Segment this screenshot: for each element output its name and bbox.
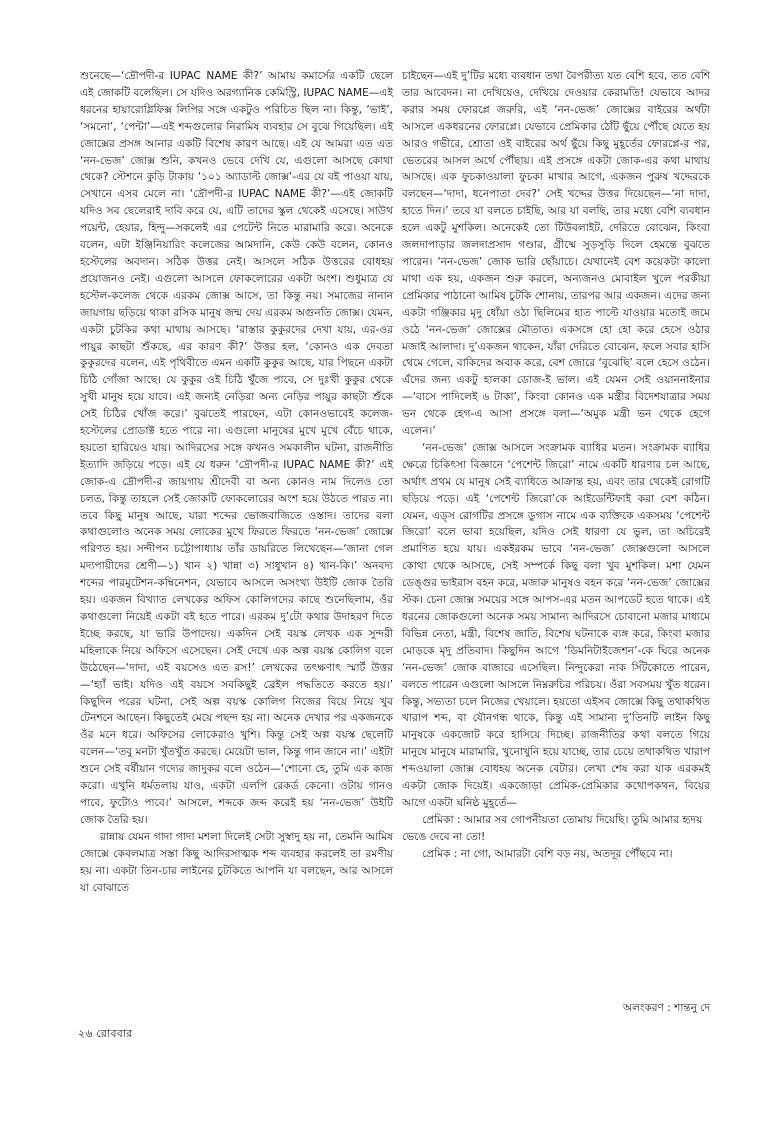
paragraph: ‘নন-ভেজ’ জোক্স আসলে সংক্রামক ব্যাধির মতন। সংক্রামক ব্যাধির ক্ষেত্রে চিকিৎসা বিজ্ঞানে ‘পেশেন্ট জিরো’ নামে একটি ধারণার চল আছে, অর্থাৎ প্রথম যে মানুষ সেই ব্যাধিতে আক্রান্ত হয়, এবং তার থেকেই রোগটি ছড়িয়ে পড়ে। এই ‘পেশেন্ট জিরো’কে আইডেন্টিফাই করা বেশ কঠিন। যেমন, এড্‌স রোগটির প্রসঙ্গে ডুগাস নামে এক ব্যক্তিকে একসময় ‘পেশেন্ট জিরো’ বলে ভাবা হয়েছিল, যদিও সেই ধারণা যে ভুল, তা অচিরেই প্রমাণিত হয়ে যায়। একইরকম ভাবে ‘নন-ভেজ’ জোক্সগুলো আসলে কোথা থেকে আসছে, সেই সম্পর্কে কিছু বলা খুব মুশকিল। মশা যেমন ডেঙ্গুর ভাইরাস বহন করে, মজারু মানুষও বহন করে ‘নন-ভেজ’ জোক্সের স্টক। চেনা জোক্স সময়ের সঙ্গে আপস-এর মতন আপডেট হতে থাকে। এই ধরনের জোকগুলো অনেক সময় সামান্য আদিরসে চোবানো মজার মাধ্যমে বিভিন্ন নেতা, মন্ত্রী, বিশেষ জাতি, বিশেষ ঘটনাকে ব্যঙ্গ করে, কিংবা মজার মোড়কে মৃদু প্রতিবাদ। কিছুদিন আগে ‘ডিমনিটাইজেশন’-কে ঘিরে অনেক ‘নন-ভেজ’ জোক বাজারে এসেছিল। নিন্দুকেরা নাক সিঁটকোতে পারেন, বলতে পারেন এগুলো আসলে নিম্নরুচির পরিচয়। ওঁরা সবসময় খুঁত ধরেন। কিন্তু, সভ্যতা চলে নিজের খেয়ালে। হয়তো এইসব জোক্সে কিছু তথাকথিত খারাপ শব্দ, বা যৌনগন্ধ থাকে, কিন্তু এই সামান্য দু’তিনটি লাইন কিছু মানুষকে একজোট করে হাসিয়ে দিচ্ছে। রাজনীতির কথা বলতে গিয়ে মানুষে মানুষে মারামারি, খুনোখুনি হয়ে যাচ্ছে, তার চেয়ে তথাকথিত খারাপ শব্দওয়ালা জোক্স বোধহয় অনেক বেটার। লেখা শেষ করা যাক এরকমই একটা জোক দিয়েই। একজোড়া প্রেমিক-প্রেমিকার কথোপকথন, বিয়ের আগে একটা ঘনিষ্ঠ মুহূর্তে— — [402, 441, 710, 809]
paragraph: শুনেছে—‘দ্রৌপদী-র IUPAC NAME কী?’ আমায় কমার্সের একটি ছেলে এই জোকটি বলেছিল। সে যদিও অরগ্যানিক কেমিস্ট্রি, IUPAC NAME—এই ধরনের হায়ারোগ্লিফিক্স লিপির সঙ্গে একটুও পরিচিত ছিল না। কিন্তু, ‘ভাই’, ‘সমনো’, ‘পেন্টা’—এই শব্দগুলোর নিরামিষ ব্যবহার সে বুঝে গিয়েছিল। এই জোক্সের প্রসঙ্গ আনার একটি বিশেষ কারণ আছে। এই যে আমরা এত এত ‘নন-ভেজ’ জোক্স শুনি, কখনও ভেবে দেখি যে, এগুলো আসছে কোথা থেকে? স্টেশনে কুড়ি টাকায় ‘১০১ অ্যাডাল্ট জোক্স’-এর যে বই পাওয়া যায়, সেখানে এসব মেলে না। ‘দ্রৌপদী-র IUPAC NAME কী?’—এই জোকটি যদিও সব ছেলেরাই দাবি করে যে, এটি তাদের স্কুল থেকেই এসেছে। সাউথ পয়েন্ট, হেয়ার, হিন্দু—সকলেই এর পেটেন্ট নিতে মারামারি করে। অনেকে বলেন, এটা ইঞ্জিনিয়ারিং কলেজের আমদানি, কেউ কেউ বলেন, কোনও হস্টেলের অবদান। সঠিক উত্তর নেই। আসলে সঠিক উত্তরের বোধহয় প্রয়োজনও নেই। এগুলো আসলে ফোকলোরের একটা অংশ। শুধুমাত্র যে হস্টেল-কলেজ থেকে এরকম জোক্স আসে, তা কিন্তু নয়। সমাজের নানান জায়গায় ছড়িয়ে থাকা রসিক মানুষ জন্ম দেয় এরকম অগুনতি জোক্স। যেমন, একটা চুটকির কথা মাথায় আসছে। ‘রাস্তার কুকুরদের দেখা যায়, এর-ওর পায়ুর কাছটা শুঁকছে, এর কারণ কী?’ উত্তর হল, ‘কোনও এক দেবতা কুকুরদের বলেন, এই পৃথিবীতে এমন একটি কুকুর আছে, যার পিছনে একটা চিঠি গোঁজা আছে। যে কুকুর ওই চিঠি খুঁজে পাবে, সে দুঃখী কুকুর থেকে সুখী মানুষ হয়ে যাবে। এই জন্যই নেড়িরা অন্য নেড়ির পায়ুর কাছটা শুঁকে সেই চিঠির খোঁজ করে।’ বুঝতেই পারছেন, এটা কোনওভাবেই কলেজ-হস্টেলের প্রোডাক্ট হতে পারে না। এগুলো মানুষের মুখে মুখে বেঁচে থাকে, হয়তো হারিয়েও যায়। আদিরসের সঙ্গে কখনও সমকালীন ঘটনা, রাজনীতি ইত্যাদি জড়িয়ে পড়ে। এই যে ধরুন ‘দ্রৌপদী-র IUPAC NAME কী?’ এই জোক-এ দ্রৌপদী-র জায়গায় শ্রীদেবী বা অন্য কোনও নাম দিলেও তো চলত, কিন্তু তাহলে সেই জোকটি ফোকলোরের অংশ হয়ে উঠতে পারত না। তবে কিছু মানুষ আছে, যারা শব্দের ভোজবাজিতে ওস্তাদ। তাদের বলা কথাগুলোও অনেক সময় লোকের মুখে ফিরতে ফিরতে ‘নন-ভেজ’ জোক্সে পরিণত হয়। সন্দীপন চট্টোপাধ্যায় তাঁর ডায়রিতে লিখেছেন—‘জানা গেল মদ্যপায়ীদের শ্রেণী—১) খান ২) খান্না ৩) সাধুখান ৪) খান-কি।’ অনবদ্য শব্দের পারমুটেশন-কম্বিনেশন, যেভাবে আসলে অসংখ্য উইটি জোক তৈরি হয়। একজন বিখ্যাত লেখকের অফিস কোলিগদের কাছে শুনেছিলাম, ওঁর কথাগুলো নিয়েই একটা বই হতে পারে। এরকম দু’টো কথার উদাহরণ দিতে ইচ্ছে করছে, যা ভারি উপাদেয়। একদিন সেই বয়স্ক লেখক এক সুন্দরী মহিলাকে নিয়ে অফিসে এসেছেন। সেই দেখে এক অল্প বয়স্ক কোলিগ বলে উঠেছেন—‘দাদা, এই বয়সেও এত রস!’ লেখকের তৎক্ষণাৎ স্মার্ট উত্তর—‘হ্যাঁ ভাই। যদিও এই বয়সে সবকিছুই ব্রেইল পদ্ধতিতে করতে হয়।’ কিছুদিন পরের ঘটনা, সেই অল্প বয়স্ক কোলিগ নিজের বিয়ে নিয়ে খুব টেনশনে আছেন। কিছুতেই মেয়ে পছন্দ হয় না। অনেক দেখার পর একজনকে ওঁর মনে ধরে। অফিসের লোকেরাও খুশি। কিন্তু সেই অল্প বয়স্ক ছেলেটি বলেন—‘তবু মনটা খুঁতখুঁত করছে। মেয়েটা ভাল, কিন্তু গান জানে না।’ এইটা শুনে সেই বর্ষীয়ান গদ্যের জাদুকর বলে ওঠেন—‘শোনো হে, তুমি এক কাজ করো। এখুনি ধর্মতলায় যাও, একটা এলপি রেকর্ড কেনো। ওটায় গানও পাবে, ফুটোও পাবে।’ আসলে, শব্দকে জব্দ করেই হয় ‘নন-ভেজ’ উইটি জোক তৈরি হয়। — [80, 70, 393, 826]
section-name: রোববার — [96, 1027, 133, 1040]
page-footer — [78, 1025, 132, 1044]
illustration-credit: অলংকরণ : শান্তনু দে — [623, 1002, 710, 1014]
article-column-left — [80, 68, 393, 976]
dialogue-line: প্রেমিকা : আমার সব গোপনীয়তা তোমায় দিয়েছি। তুমি আমার হৃদয় ভেঙে দেবে না তো! — [402, 813, 703, 843]
paragraph: রান্নায় যেমন গাদা গাদা মশলা দিলেই সেটা সুস্বাদু হয় না, তেমনি আমিষ জোক্সে কেবলমাত্র সস্তা কিছু আদিরসাত্মক শব্দ ব্যবহার করলেই তা রমণীয় হয় না। একটা তিন-চার লাইনের চুটকিতে আপনি যা বলছেন, আর আসলে যা বোঝাতে — [80, 830, 393, 894]
article-column-right — [402, 68, 710, 968]
paragraph: চাইছেন—এই দু’টির মধ্যে ব্যবধান তথা বৈপরীত্য যত বেশি হবে, তত বেশি তার আবেদন। না দেখিয়েও, দেখিয়ে দেওয়ার কেরামতি! যেভাবে আদর করার সময় ফোরপ্লে জরুরি, এই ‘নন-ভেজ’ জোক্সের বাইরের অর্থটা আসলে একধরনের ফোরপ্লে। যেভাবে প্রেমিকার ঠোঁট ছুঁয়ে পৌঁছে যেতে হয় আরও গভীরে, শ্রোতা ওই বাইরের অর্থ ছুঁয়ে কিছু মুহূর্তের ফোরপ্লে-র পর, ভেতরের আসল অর্থে পৌঁছায়। এই প্রসঙ্গে একটা জোক-এর কথা মাথায় আসছে। এক ফুচকাওয়ালা ফুচকা মাখার আগে, একজন পুরুষ খদ্দেরকে বলছেন—‘দাদা, ধনেপাতা দেব?’ সেই খদ্দের উত্তর দিয়েছেন—‘না দাদা, হাতে দিন।’ তবে যা বলতে চাইছি, আর যা বলছি, তার মধ্যে বেশি ব্যবধান হলে একটু মুশকিল। অনেকেই তো টিউবলাইট, দেরিতে বোঝেন, কিংবা জলদাপাড়ার জলদাপ্রসাদ গণ্ডার, গ্রীষ্মে সুড়সুড়ি দিলে হেমন্তে বুঝতে পারেন। ‘নন-ভেজ’ জোক ভারি ছোঁয়াচে। যেখানেই বেশ কয়েকটা কালো মাথা এক হয়, একজন শুরু করলে, অন্যজনও মোবাইল খুলে পরকীয়া প্রেমিকার পাঠানো আমিষ চুটকি শোনায়, তারপর আর একজন। এদের জন্য একটা গঞ্জিকার মৃদু ধোঁয়া ওঠা ছিলিমের হাত পাল্টে যাওয়ার মতোই জমে ওঠে ‘নন-ভেজ’ জোক্সের মৌতাত। একসঙ্গে হো হো করে হেসে ওঠার মজাই আলাদা। দু’একজন থাকেন, যাঁরা দেরিতে বোঝেন, ফলে সবার হাসি থেমে গেলে, বাকিদের অবাক করে, বেশ জোরে ‘বুঝেছি’ বলে হেসে ওঠেন। এঁদের জন্য একটু হালকা ডোজ-ই ভাল। এই যেমন সেই ওয়াননাইনার—‘বাসে পাদিলেই ৬ টাকা’, কিংবা কোনও এক মন্ত্রীর বিদেশযাত্রার সময় ভন থেকে হেগ-এ আসা প্রসঙ্গে বলা—‘অমুক মন্ত্রী ভন থেকে হেগে এলেন।’ — [402, 70, 710, 438]
page-number: ২৬ — [78, 1027, 93, 1040]
dialogue-line: প্রেমিক : না গো, আমারটা বেশি বড় নয়, অতদূর পৌঁছবে না। — [422, 847, 673, 860]
